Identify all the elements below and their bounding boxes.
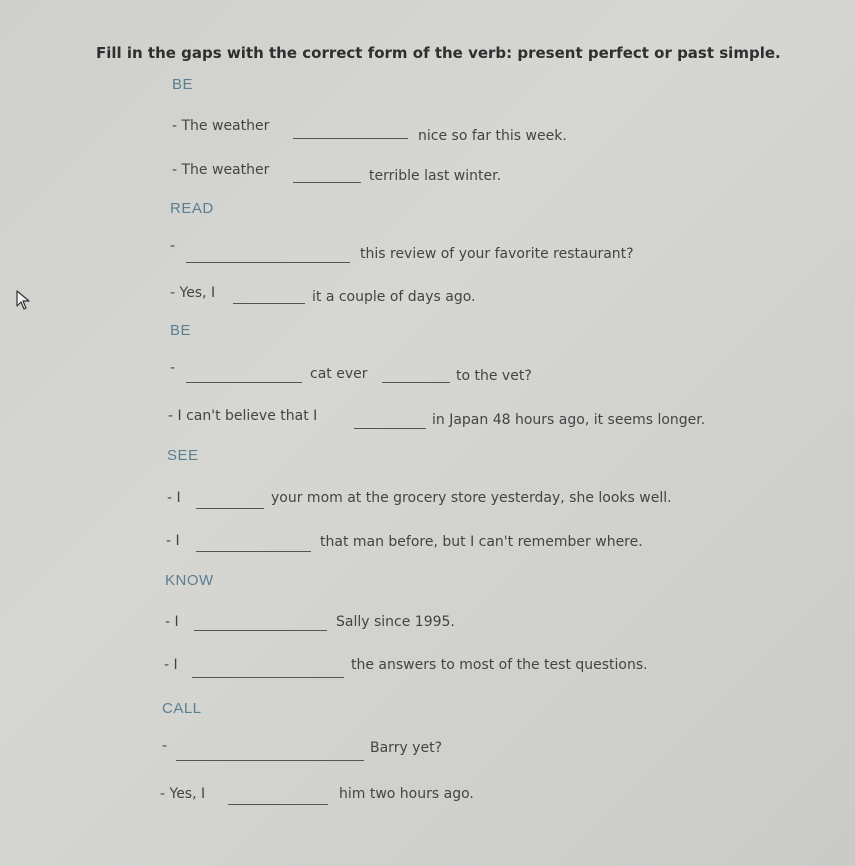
line-middle: cat ever xyxy=(310,366,368,382)
line-prefix: - The weather xyxy=(172,118,270,134)
answer-blank-10[interactable] xyxy=(192,677,344,678)
answer-blank-2[interactable] xyxy=(293,182,361,183)
answer-blank-6[interactable] xyxy=(354,428,426,429)
line-suffix: terrible last winter. xyxy=(369,168,502,184)
section-heading-be-2: BE xyxy=(170,322,192,339)
answer-blank-1[interactable] xyxy=(293,138,408,139)
line-suffix: to the vet? xyxy=(456,368,532,384)
line-prefix: - I xyxy=(166,533,180,549)
answer-blank-9[interactable] xyxy=(194,630,327,631)
exercise-line-11 xyxy=(162,740,482,762)
line-prefix: - I xyxy=(167,490,181,506)
answer-blank-7[interactable] xyxy=(196,508,264,509)
page-title: Fill in the gaps with the correct form of the verb: present perfect or past simple. xyxy=(96,44,781,62)
line-suffix: nice so far this week. xyxy=(418,128,567,144)
exercise-line-6 xyxy=(168,408,768,430)
exercise-line-12 xyxy=(160,786,520,808)
line-suffix: Barry yet? xyxy=(370,740,443,756)
exercise-line-8 xyxy=(166,533,726,555)
answer-blank-12[interactable] xyxy=(228,804,328,805)
line-suffix: Sally since 1995. xyxy=(336,614,455,630)
line-prefix: - I xyxy=(164,657,178,673)
exercise-line-10 xyxy=(164,657,724,679)
line-suffix: that man before, but I can't remember where. xyxy=(320,534,643,550)
line-prefix: - I can't believe that I xyxy=(168,408,318,424)
exercise-line-7 xyxy=(167,490,767,512)
line-prefix: - xyxy=(170,360,176,376)
line-prefix: - xyxy=(170,238,176,254)
line-prefix: - xyxy=(162,738,168,754)
mouse-pointer-icon xyxy=(15,289,33,311)
section-heading-read: READ xyxy=(170,200,214,217)
section-heading-call: CALL xyxy=(162,700,202,717)
exercise-line-5 xyxy=(170,360,590,386)
answer-blank-8[interactable] xyxy=(196,551,311,552)
answer-blank-11[interactable] xyxy=(176,760,364,761)
line-prefix: - Yes, I xyxy=(160,786,206,802)
answer-blank-3[interactable] xyxy=(186,262,350,263)
line-suffix: your mom at the grocery store yesterday, she looks well. xyxy=(271,490,672,506)
line-suffix: the answers to most of the test questions. xyxy=(351,657,648,673)
section-heading-see: SEE xyxy=(167,447,199,464)
line-prefix: - Yes, I xyxy=(170,285,216,301)
exercise-line-1 xyxy=(172,118,672,144)
answer-blank-5b[interactable] xyxy=(382,382,450,383)
line-prefix: - I xyxy=(165,614,179,630)
line-suffix: this review of your favorite restaurant? xyxy=(360,246,634,262)
section-heading-be: BE xyxy=(172,76,194,93)
section-heading-know: KNOW xyxy=(165,572,214,589)
exercise-line-4 xyxy=(170,285,570,307)
line-suffix: it a couple of days ago. xyxy=(312,289,476,305)
line-suffix: in Japan 48 hours ago, it seems longer. xyxy=(432,412,706,428)
line-prefix: - The weather xyxy=(172,162,270,178)
line-suffix: him two hours ago. xyxy=(339,786,474,802)
answer-blank-5a[interactable] xyxy=(186,382,302,383)
exercise-line-2 xyxy=(172,162,672,184)
exercise-line-3 xyxy=(170,238,690,264)
answer-blank-4[interactable] xyxy=(233,303,305,304)
exercise-line-9 xyxy=(165,614,525,636)
